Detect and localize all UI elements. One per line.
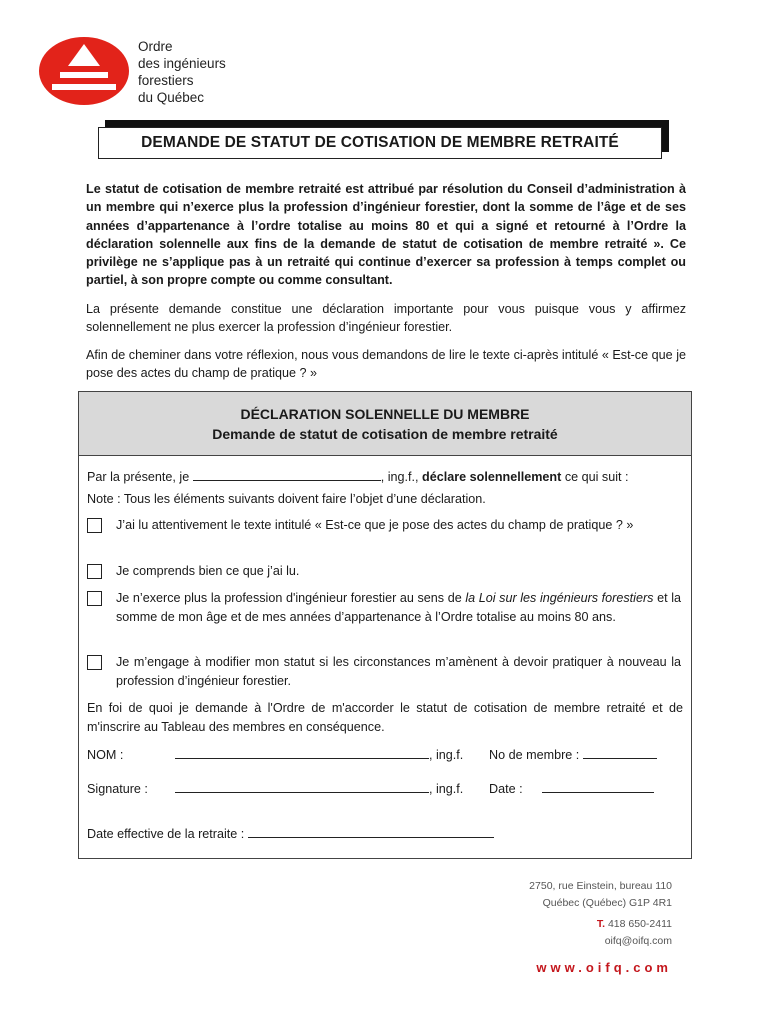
- declaration-heading-main: DÉCLARATION SOLENNELLE DU MEMBRE: [240, 405, 530, 422]
- footer-email[interactable]: oifq@oifq.com: [604, 934, 672, 947]
- nom-field[interactable]: [175, 746, 429, 759]
- nom-label: NOM :: [87, 748, 124, 762]
- signature-label: Signature :: [87, 782, 148, 796]
- member-number-field[interactable]: [583, 746, 657, 759]
- declaration-item-1: J’ai lu attentivement le texte intitulé « Est-ce que je pose des actes du champ de pratique ? »: [87, 516, 681, 535]
- declaration-checkbox-1[interactable]: [87, 518, 102, 533]
- declaration-heading-sub: Demande de statut de cotisation de membre retraité: [212, 425, 558, 442]
- footer-address: 2750, rue Einstein, bureau 110 Québec (Québec) G1P 4R1 T. 418 650-2411 oifq@oifq.com: [529, 878, 672, 949]
- signature-field[interactable]: [175, 780, 429, 793]
- intro-paragraph-2: La présente demande constitue une déclaration importante pour vous puisque vous y affirmez solennellement ne plus exercer la profession d’ingénieur forestier.: [86, 302, 686, 335]
- declaration-item-4: Je m’engage à modifier mon statut si les circonstances m’amènent à devoir pratiquer à nouveau la profession d’ingénieur forestier.: [87, 653, 681, 690]
- declaration-item-3: Je n’exerce plus la profession d'ingénieur forestier au sens de la Loi sur les ingénieurs forestiers et la somme de mon âge et de mes années d’appartenance à l’Ordre totalise au moins 80 ans.: [87, 589, 681, 626]
- declaration-box: [78, 391, 692, 859]
- oifq-logo: [38, 36, 130, 106]
- declaration-note: Note : Tous les éléments suivants doivent faire l’objet d’une déclaration.: [87, 492, 486, 506]
- footer-website-link[interactable]: www.oifq.com: [536, 960, 672, 975]
- declaration-checkbox-2[interactable]: [87, 564, 102, 579]
- date-row: Date :: [489, 780, 654, 798]
- declaration-item-2: Je comprends bien ce que j’ai lu.: [87, 562, 681, 581]
- organization-name: Ordre des ingénieurs forestiers du Québec: [138, 39, 226, 105]
- nom-row: , ing.f.: [175, 746, 463, 764]
- retirement-date-field[interactable]: [248, 825, 494, 838]
- declaration-checkbox-4[interactable]: [87, 655, 102, 670]
- intro-paragraph-3: Afin de cheminer dans votre réflexion, nous vous demandons de lire le texte ci-après intitulé « Est-ce que je pose des actes du champ de pratique ? »: [86, 348, 686, 381]
- intro-bold-paragraph: Le statut de cotisation de membre retraité est attribué par résolution du Conseil d’administration à un membre qui n’exerce plus la profession d’ingénieur forestier, dont la somme de l’âge et de ses années d’appartenance à l’ordre totalise au moins 80 et qui a signé et retourné à l’Ordre la déclaration solennelle aux fins de la demande de statut de cotisation de membre retraité ». Ce privilège ne s’applique pas à un retraité qui continue d’exercer sa profession à temps complet ou partiel, à son propre compte ou comme consultant.: [86, 182, 686, 288]
- retirement-date-row: Date effective de la retraite :: [87, 825, 494, 843]
- signature-row: , ing.f.: [175, 780, 463, 798]
- member-number-row: No de membre :: [489, 746, 657, 764]
- declaration-heading: [79, 392, 691, 456]
- date-field[interactable]: [542, 780, 654, 793]
- declaration-checkbox-3[interactable]: [87, 591, 102, 606]
- declaration-line-1: Par la présente, je , ing.f., déclare solennellement ce qui suit :: [87, 470, 629, 484]
- declarant-name-field[interactable]: [193, 468, 381, 481]
- declaration-closing: En foi de quoi je demande à l'Ordre de m'accorder le statut de cotisation de membre retraité et de m'inscrire au Tableau des membres en conséquence.: [87, 701, 683, 734]
- document-title: DEMANDE DE STATUT DE COTISATION DE MEMBRE RETRAITÉ: [98, 127, 662, 159]
